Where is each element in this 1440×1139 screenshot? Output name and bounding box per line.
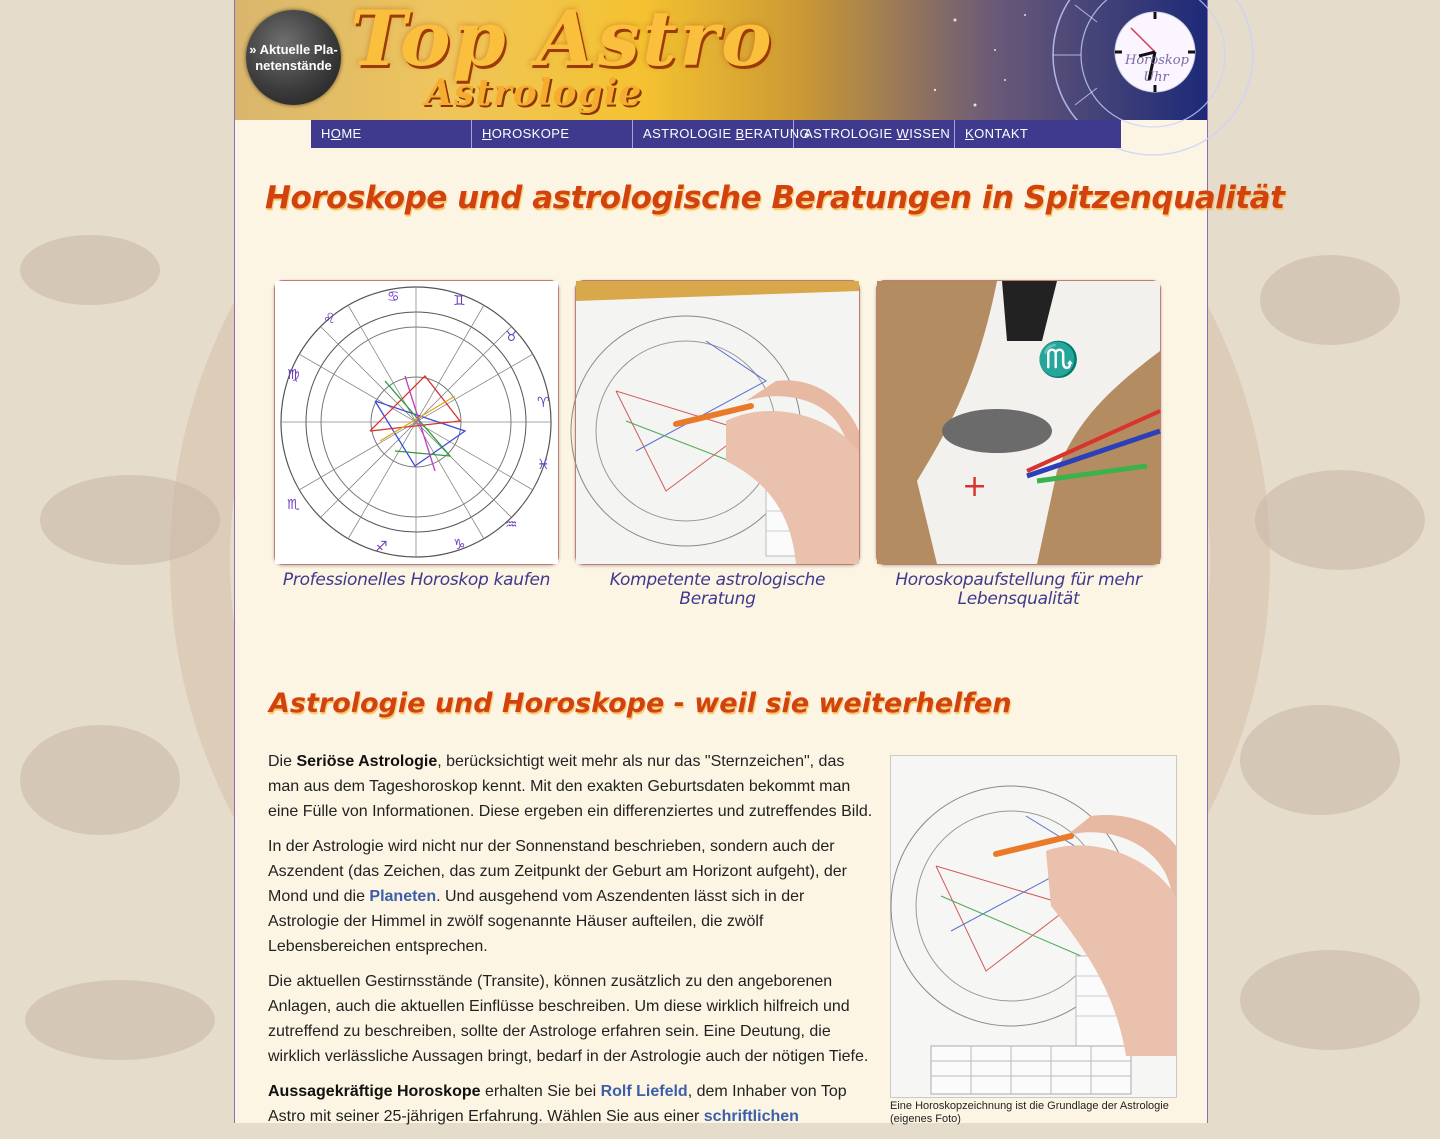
paragraph-3: Die aktuellen Gestirnsstände (Transite), können zusätzlich zu den angeborenen Anlagen, auch die aktuellen Einflüsse beschreiben. Um diese wirklich hilfreich und zutreffend zu beschreiben, sollte der Astrologe erfahren sein. Eine Deutung, die wirklich verlässliche Aussagen bringt, bedarf in der Astrologie auch der nötigen Tiefe.	[268, 973, 869, 1065]
nav-kontakt-key: K	[965, 126, 975, 141]
current-planets-button[interactable]	[246, 10, 341, 105]
main-navigation	[311, 120, 1121, 148]
clock-label-line2: Uhr	[1143, 70, 1169, 85]
p4-c: , dem Inhaber von Top Astro mit seiner 25-jährigen Erfahrung. Wählen Sie aus einer	[268, 1083, 847, 1125]
svg-text:♈: ♈	[537, 395, 550, 411]
logo-subtitle: Astrologie	[425, 72, 643, 114]
nav-wissen-pre: ASTROLOGIE	[804, 126, 897, 141]
nav-home-key: O	[330, 126, 342, 141]
constellation-photo[interactable]	[876, 280, 1161, 565]
site-header	[235, 0, 1207, 120]
card-constellation[interactable]	[876, 280, 1161, 609]
svg-text:♐: ♐	[375, 539, 388, 555]
nav-kontakt-post: ONTAKT	[974, 126, 1029, 141]
card-buy-horoscope[interactable]	[274, 280, 559, 590]
intro-text	[268, 749, 876, 1139]
horoscope-chart-image[interactable]	[274, 280, 559, 565]
svg-text:♏: ♏	[287, 497, 300, 513]
nav-beratung-post: ERATUNG	[744, 126, 811, 141]
nav-beratung-key: B	[735, 126, 745, 141]
nav-kontakt[interactable]	[955, 120, 1116, 148]
photo-caption: Eine Horoskopzeichnung ist die Grundlage der Astrologie (eigenes Foto)	[890, 1100, 1169, 1125]
card-buy-horoscope-caption[interactable]: Professionelles Horoskop kaufen	[282, 570, 551, 590]
planeten-link[interactable]: Planeten	[369, 888, 437, 905]
section-headline: Astrologie und Horoskope - weil sie weiterhelfen	[269, 688, 1012, 719]
paragraph-2	[268, 834, 876, 959]
nav-wissen-key: W	[896, 126, 910, 141]
nav-horoskope[interactable]	[472, 120, 633, 148]
nav-wissen-post: ISSEN	[909, 126, 951, 141]
schriftlichen-link[interactable]: schriftlichen	[703, 1108, 799, 1125]
p2-c: . Und ausgehend vom Aszendenten lässt sich in der Astrologie der Himmel in zwölf sogenannte Häuser aufteilen, die zwölf Lebensbereichen entsprechen.	[268, 888, 805, 955]
svg-text:♑: ♑	[453, 537, 466, 553]
nav-home[interactable]	[311, 120, 472, 148]
nav-astrologie-beratung[interactable]	[633, 120, 811, 148]
svg-text:♉: ♉	[505, 329, 518, 345]
consultation-photo[interactable]	[575, 280, 860, 565]
rolf-liefeld-link[interactable]: Rolf Liefeld	[600, 1083, 688, 1100]
nav-home-pre: H	[321, 126, 331, 141]
p4-bold: Aussagekräftige Horoskope	[268, 1083, 481, 1100]
paragraph-4	[268, 1079, 876, 1129]
clock-label-line1: Horoskop	[1125, 53, 1189, 68]
card-consultation[interactable]	[575, 280, 860, 609]
nav-home-post: ME	[341, 126, 362, 141]
svg-text:♒: ♒	[505, 517, 518, 533]
svg-text:♊: ♊	[453, 293, 466, 309]
nav-horoskope-post: OROSKOPE	[491, 126, 570, 141]
svg-text:♌: ♌	[323, 311, 336, 327]
horoscope-clock-label	[1125, 52, 1187, 86]
svg-text:♏: ♏	[1037, 340, 1080, 380]
p2-a: In der Astrologie wird nicht nur der Sonnenstand beschrieben, sondern auch der Aszendent (das Zeichen, das zum Zeitpunkt der Geburt am Horizont aufgeht), der Mond und die	[268, 838, 847, 905]
current-planets-label: » Aktuelle Pla-netenstände	[249, 41, 338, 73]
svg-text:♍: ♍	[287, 367, 300, 383]
horoscope-drawing-photo	[890, 755, 1177, 1098]
p1-bold: Seriöse Astrologie	[296, 753, 438, 770]
p1-a: Die	[268, 753, 297, 770]
logo-title[interactable]: Top Astro	[350, 0, 774, 83]
nav-beratung-pre: ASTROLOGIE	[643, 126, 736, 141]
p4-a: erhalten Sie bei	[480, 1083, 601, 1100]
page-container	[234, 0, 1285, 1125]
nav-astrologie-wissen[interactable]	[794, 120, 955, 148]
page-headline: Horoskope und astrologische Beratungen in Spitzenqualität	[265, 180, 1285, 216]
p1-c: , berücksichtigt weit mehr als nur das "Sternzeichen", das man aus dem Tageshoroskop kennt. Mit den exakten Geburtsdaten bekommt man eine Fülle von Informationen. Diese ergeben ein differenziertes und zutreffendes Bild.	[268, 753, 873, 820]
card-constellation-caption[interactable]: Horoskopaufstellung für mehr Lebensqualität	[895, 570, 1142, 609]
svg-text:+: +	[962, 469, 988, 504]
nav-horoskope-key: H	[482, 126, 492, 141]
paragraph-1	[268, 749, 876, 824]
card-consultation-caption[interactable]: Kompetente astrologische Beratung	[609, 570, 826, 609]
svg-text:♓: ♓	[537, 457, 550, 473]
svg-text:♋: ♋	[387, 289, 400, 305]
